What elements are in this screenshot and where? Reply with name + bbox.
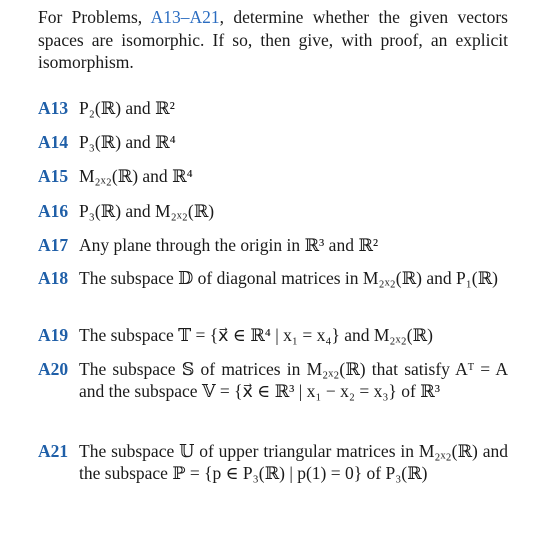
problem-statement: The subspace 𝔻 of diagonal matrices in M₂ₓ₂(ℝ) and P₁(ℝ) [79, 268, 498, 288]
problem-a21 [38, 440, 508, 484]
problem-a16 [38, 200, 508, 222]
problem-label: A14 [38, 132, 69, 152]
problem-a13 [38, 97, 508, 119]
problem-statement: Any plane through the origin in ℝ³ and ℝ² [79, 235, 379, 255]
problem-label: A16 [38, 201, 69, 221]
problem-statement: P₂(ℝ) and ℝ² [79, 98, 175, 118]
problem-range-link[interactable]: A13–A21 [150, 7, 220, 27]
problem-statement: M₂ₓ₂(ℝ) and ℝ⁴ [79, 166, 193, 186]
problem-a17 [38, 234, 508, 256]
problem-label: A13 [38, 98, 69, 118]
problem-label: A15 [38, 166, 69, 186]
instructions-prefix: For Problems, [38, 7, 151, 27]
instructions-suffix: , determine whether the given vectors spaces are isomorphic. If so, then give, with proof, an explicit isomorphism. [38, 7, 508, 72]
problem-a18 [38, 267, 508, 289]
problem-set-instructions [38, 6, 508, 74]
problem-label: A18 [38, 268, 69, 288]
problem-statement: The subspace 𝕌 of upper triangular matrices in M₂ₓ₂(ℝ) and the subspace ℙ = {p ∈ P₃(ℝ) | p(1) = 0} of P₃(ℝ) [79, 441, 508, 483]
problem-statement: The subspace 𝕊 of matrices in M₂ₓ₂(ℝ) that satisfy Aᵀ = A and the subspace 𝕍 = {x⃗ ∈ ℝ³ | x₁ − x₂ = x₃} of ℝ³ [79, 359, 508, 401]
problem-a15 [38, 165, 508, 187]
problem-statement: P₃(ℝ) and M₂ₓ₂(ℝ) [79, 201, 215, 221]
problem-label: A17 [38, 235, 69, 255]
problem-statement: The subspace 𝕋 = {x⃗ ∈ ℝ⁴ | x₁ = x₄} and M₂ₓ₂(ℝ) [79, 325, 433, 345]
problem-label: A19 [38, 325, 69, 345]
problem-a14 [38, 131, 508, 153]
problem-a20 [38, 358, 508, 402]
problem-label: A21 [38, 441, 69, 461]
problem-statement: P₃(ℝ) and ℝ⁴ [79, 132, 176, 152]
problem-label: A20 [38, 359, 69, 379]
problem-a19 [38, 324, 508, 346]
